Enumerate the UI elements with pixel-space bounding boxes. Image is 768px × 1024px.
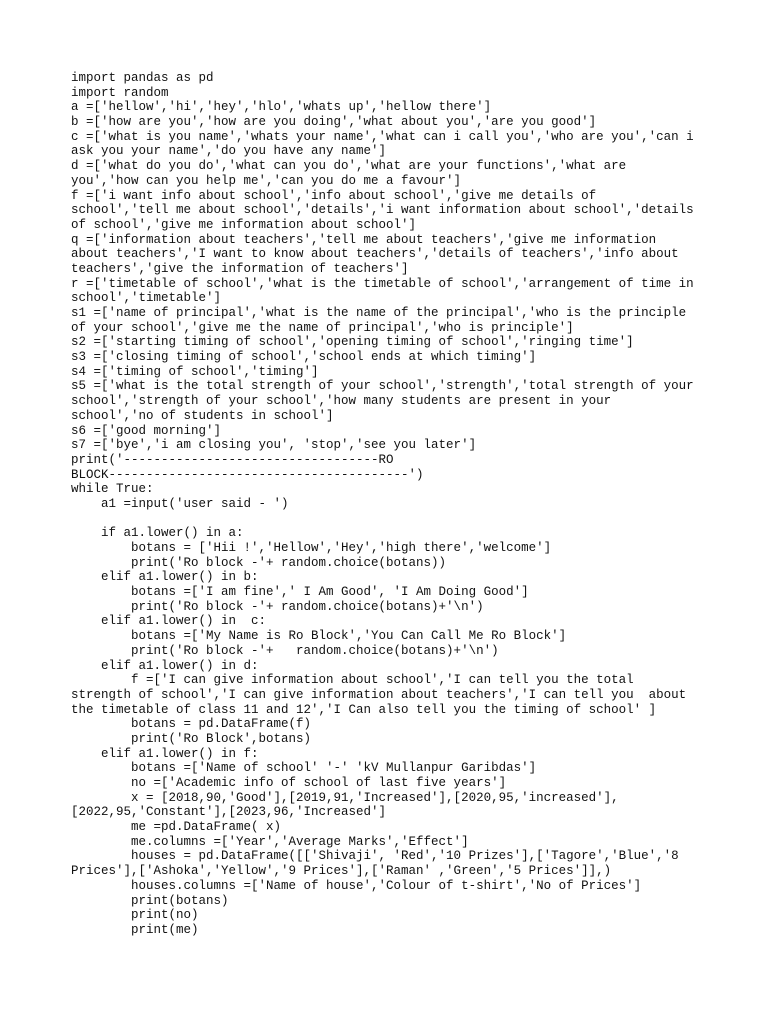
code-line: print(no) <box>71 908 199 923</box>
code-line: strength of school','I can give information about teachers','I can tell you about <box>71 687 687 702</box>
code-line: s1 =['name of principal','what is the name of the principal','who is the principle <box>71 306 687 320</box>
code-line: s2 =['starting timing of school','opening timing of school','ringing time'] <box>71 335 634 350</box>
code-line: while True: <box>71 482 154 497</box>
code-line: print(botans) <box>71 893 229 908</box>
code-line: d =['what do you do','what can you do','what are your functions','what are <box>71 159 627 174</box>
code-line: if a1.lower() in a: <box>71 526 244 541</box>
code-line: elif a1.lower() in d: <box>71 658 259 673</box>
code-line: school','tell me about school','details','i want information about school','details <box>71 203 694 218</box>
code-line: s3 =['closing timing of school','school ends at which timing'] <box>71 350 537 365</box>
code-line: print('Ro Block',botans) <box>71 731 312 746</box>
code-line: a1 =input('user said - ') <box>71 496 289 511</box>
code-line: me =pd.DataFrame( x) <box>71 820 282 835</box>
code-line: x = [2018,90,'Good'],[2019,91,'Increased'],[2020,95,'increased'], <box>71 790 619 805</box>
code-line: botans = ['Hii !','Hellow','Hey','high there','welcome'] <box>71 541 552 555</box>
code-line: of school','give me information about school'] <box>71 217 417 232</box>
code-line: print('Ro block -'+ random.choice(botans)+'\n') <box>71 643 499 658</box>
code-line: school','no of students in school'] <box>71 408 334 423</box>
code-line: teachers','give the information of teachers'] <box>71 261 409 276</box>
code-line: import random <box>71 85 169 100</box>
code-listing <box>71 71 701 938</box>
code-line: c =['what is you name','whats your name','what can i call you','who are you','can i <box>71 129 694 144</box>
code-line: the timetable of class 11 and 12','I Can also tell you the timing of school' ] <box>71 702 657 717</box>
code-line: print('----------------------------------RO <box>71 452 394 467</box>
code-line: [2022,95,'Constant'],[2023,96,'Increased'] <box>71 805 387 820</box>
code-line: botans = pd.DataFrame(f) <box>71 717 312 732</box>
code-line: a =['hellow','hi','hey','hlo','whats up','hellow there'] <box>71 100 492 115</box>
code-line: r =['timetable of school','what is the timetable of school','arrangement of time in <box>71 276 694 291</box>
code-line: houses = pd.DataFrame([['Shivaji', 'Red','10 Prizes'],['Tagore','Blue','8 <box>71 849 679 864</box>
code-line: about teachers','I want to know about teachers','details of teachers','info about <box>71 247 679 262</box>
code-line: elif a1.lower() in f: <box>71 746 259 761</box>
code-line: Prices'],['Ashoka','Yellow','9 Prices'],['Raman' ,'Green','5 Prices']],) <box>71 864 612 879</box>
code-line: q =['information about teachers','tell me about teachers','give me information <box>71 232 657 247</box>
code-line: elif a1.lower() in b: <box>71 570 259 585</box>
code-line: s6 =['good morning'] <box>71 423 222 438</box>
code-line: print('Ro block -'+ random.choice(botans)) <box>71 555 447 570</box>
code-line: of your school','give me the name of principal','who is principle'] <box>71 320 574 335</box>
code-line: botans =['I am fine',' I Am Good', 'I Am Doing Good'] <box>71 585 529 600</box>
code-line: s5 =['what is the total strength of your school','strength','total strength of your <box>71 379 694 394</box>
code-line: elif a1.lower() in c: <box>71 614 267 629</box>
code-line <box>71 512 701 527</box>
code-line: print('Ro block -'+ random.choice(botans)+'\n') <box>71 599 484 614</box>
code-line: school','timetable'] <box>71 291 222 306</box>
code-line: s4 =['timing of school','timing'] <box>71 364 319 379</box>
code-line: ask you your name','do you have any name'] <box>71 144 387 159</box>
code-line: print(me) <box>71 922 199 937</box>
code-line: BLOCK----------------------------------------') <box>71 467 424 482</box>
code-line: import pandas as pd <box>71 71 214 85</box>
code-line: b =['how are you','how are you doing','what about you','are you good'] <box>71 115 597 130</box>
code-line: houses.columns =['Name of house','Colour of t-shirt','No of Prices'] <box>71 878 642 893</box>
code-line: botans =['Name of school' '-' 'kV Mullanpur Garibdas'] <box>71 761 537 776</box>
code-line: botans =['My Name is Ro Block','You Can Call Me Ro Block'] <box>71 629 567 644</box>
code-line: f =['i want info about school','info about school','give me details of <box>71 188 597 203</box>
code-line: s7 =['bye','i am closing you', 'stop','see you later'] <box>71 438 477 453</box>
code-line: no =['Academic info of school of last five years'] <box>71 776 507 790</box>
code-line: you','how can you help me','can you do me a favour'] <box>71 173 462 188</box>
code-line: f =['I can give information about school','I can tell you the total <box>71 673 634 688</box>
code-line: me.columns =['Year','Average Marks','Effect'] <box>71 834 469 849</box>
code-line: school','strength of your school','how many students are present in your <box>71 394 612 409</box>
